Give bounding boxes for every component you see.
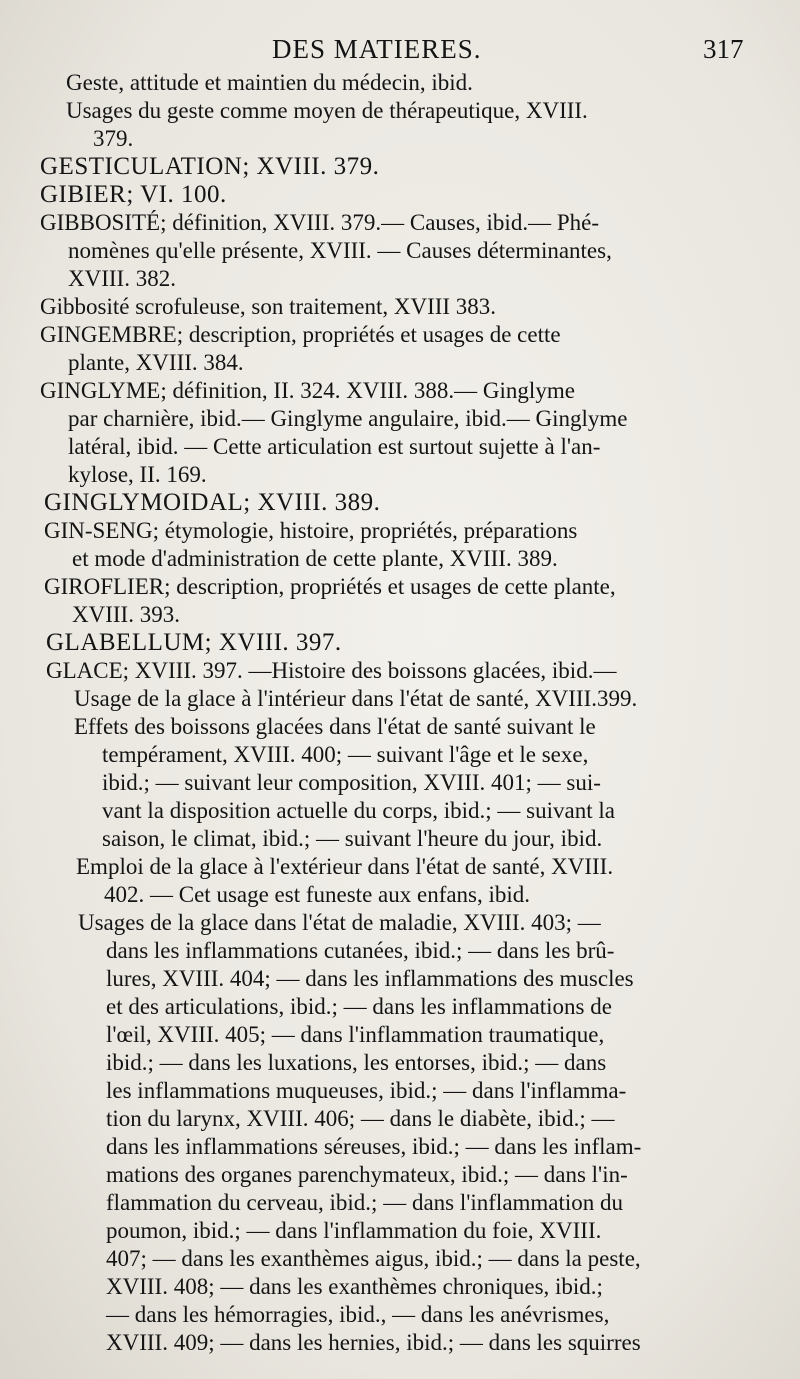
index-line: saison, le climat, ibid.; — suivant l'heure du jour, ibid. bbox=[102, 826, 603, 851]
index-line: Geste, attitude et maintien du médecin, ibid. bbox=[66, 70, 473, 95]
index-line: Usages de la glace dans l'état de maladie, XVIII. 403; — bbox=[78, 910, 601, 935]
index-line: Emploi de la glace à l'extérieur dans l'état de santé, XVIII. bbox=[76, 854, 614, 879]
index-line: GIN-SENG; étymologie, histoire, propriétés, préparations bbox=[44, 518, 578, 543]
index-line: poumon, ibid.; — dans l'inflammation du foie, XVIII. bbox=[106, 1218, 602, 1243]
page-header bbox=[0, 28, 800, 68]
index-line: mations des organes parenchymateux, ibid.; — dans l'in- bbox=[106, 1162, 628, 1187]
index-line: ibid.; — suivant leur composition, XVIII. 401; — sui- bbox=[102, 770, 601, 795]
index-line: GINGLYMOIDAL; XVIII. 389. bbox=[44, 489, 381, 516]
index-line: GESTICULATION; XVIII. 379. bbox=[40, 153, 380, 180]
index-line: Gibbosité scrofuleuse, son traitement, XVIII 383. bbox=[40, 294, 497, 319]
index-line: — dans les hémorragies, ibid., — dans les anévrismes, bbox=[106, 1302, 610, 1327]
index-line: les inflammations muqueuses, ibid.; — dans l'inflamma- bbox=[106, 1078, 627, 1103]
index-line: 379. bbox=[93, 126, 134, 151]
index-line: XVIII. 408; — dans les exanthèmes chroniques, ibid.; bbox=[106, 1274, 603, 1299]
index-line: XVIII. 382. bbox=[68, 266, 176, 291]
index-line: dans les inflammations séreuses, ibid.; — dans les inflam- bbox=[106, 1134, 642, 1159]
index-line: par charnière, ibid.— Ginglyme angulaire, ibid.— Ginglyme bbox=[68, 406, 628, 431]
index-line: GIBBOSITÉ; définition, XVIII. 379.— Causes, ibid.— Phé- bbox=[40, 210, 599, 235]
index-line: XVIII. 393. bbox=[72, 602, 180, 627]
index-line: latéral, ibid. — Cette articulation est surtout sujette à l'an- bbox=[68, 434, 601, 459]
index-line: XVIII. 409; — dans les hernies, ibid.; — dans les squirres bbox=[106, 1330, 641, 1355]
index-line: Usage de la glace à l'intérieur dans l'état de santé, XVIII.399. bbox=[74, 686, 638, 711]
index-line: l'œil, XVIII. 405; — dans l'inflammation traumatique, bbox=[106, 1022, 605, 1047]
index-line: vant la disposition actuelle du corps, ibid.; — suivant la bbox=[102, 798, 615, 823]
running-head: DES MATIERES. bbox=[272, 34, 482, 64]
index-line: 407; — dans les exanthèmes aigus, ibid.; — dans la peste, bbox=[106, 1246, 641, 1271]
index-line: nomènes qu'elle présente, XVIII. — Causes déterminantes, bbox=[68, 238, 612, 263]
index-line: et mode d'administration de cette plante, XVIII. 389. bbox=[72, 546, 558, 571]
index-line: plante, XVIII. 384. bbox=[68, 350, 244, 375]
index-line: tion du larynx, XVIII. 406; — dans le diabète, ibid.; — bbox=[106, 1106, 615, 1131]
index-line: flammation du cerveau, ibid.; — dans l'inflammation du bbox=[106, 1190, 624, 1215]
page-number: 317 bbox=[703, 34, 744, 64]
index-line: GIROFLIER; description, propriétés et usages de cette plante, bbox=[44, 574, 616, 599]
index-line: GINGEMBRE; description, propriétés et usages de cette bbox=[40, 322, 561, 347]
index-line: Effets des boissons glacées dans l'état de santé suivant le bbox=[74, 714, 596, 739]
index-line: GLABELLUM; XVIII. 397. bbox=[46, 629, 342, 656]
index-line: dans les inflammations cutanées, ibid.; — dans les brû- bbox=[106, 938, 615, 963]
index-line: ibid.; — dans les luxations, les entorses, ibid.; — dans bbox=[106, 1050, 607, 1075]
index-line: GLACE; XVIII. 397. —Histoire des boissons glacées, ibid.— bbox=[46, 658, 617, 683]
index-line: 402. — Cet usage est funeste aux enfans, ibid. bbox=[104, 882, 531, 907]
index-line: GINGLYME; définition, II. 324. XVIII. 388.— Ginglyme bbox=[40, 378, 575, 403]
index-line: Usages du geste comme moyen de thérapeutique, XVIII. bbox=[66, 98, 588, 123]
index-line: et des articulations, ibid.; — dans les inflammations de bbox=[106, 994, 612, 1019]
index-line: GIBIER; VI. 100. bbox=[40, 181, 227, 208]
index-line: kylose, II. 169. bbox=[68, 462, 207, 487]
index-line: tempérament, XVIII. 400; — suivant l'âge et le sexe, bbox=[102, 742, 589, 767]
index-line: lures, XVIII. 404; — dans les inflammations des muscles bbox=[106, 966, 634, 991]
